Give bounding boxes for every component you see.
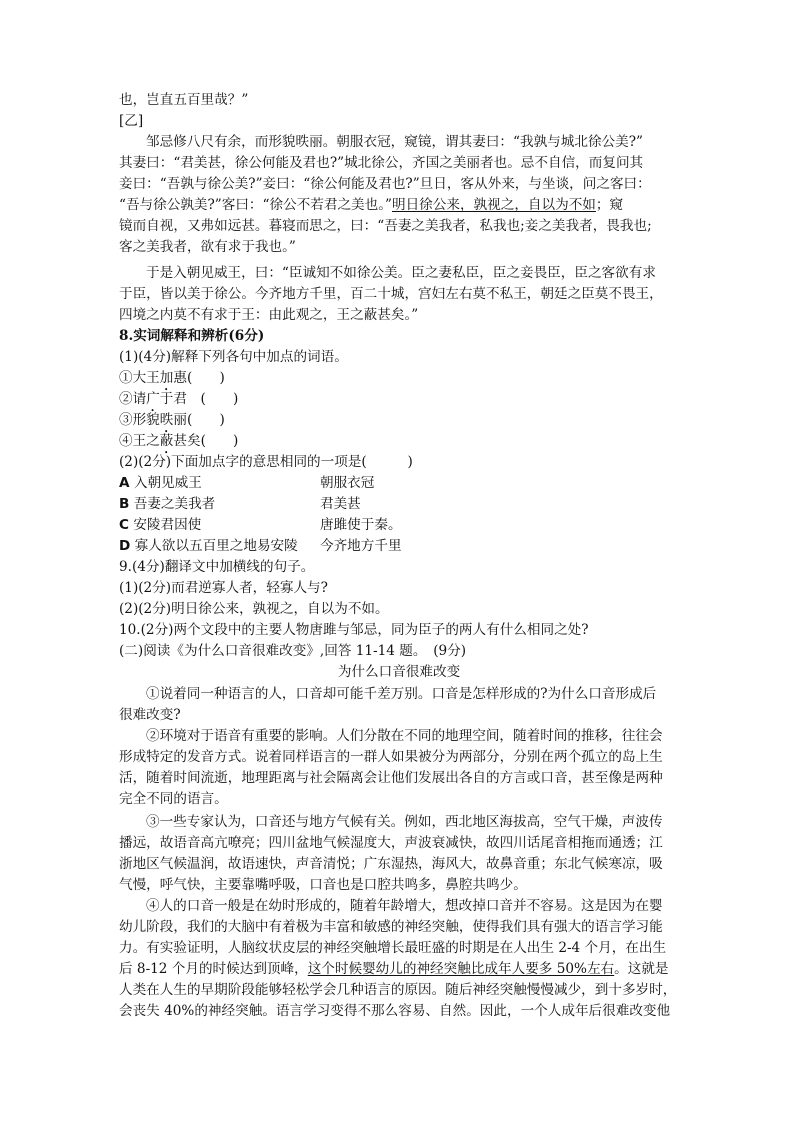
question-8-part-1: (1)(4分)解释下列各句中加点的词语。 xyxy=(119,349,348,365)
article-line: ①说着同一种语言的人，口音却可能千差万别。口音是怎样形成的?为什么口音形成后 xyxy=(146,686,657,702)
article-line: ②环境对于语音有重要的影响。人们分散在不同的地理空间，随着时间的推移，往往会 xyxy=(146,728,663,744)
passage-b-line: 客之美我者，欲有求于我也。” xyxy=(119,239,296,255)
question-9-sentence-2: (2)(2分)明日徐公来，孰视之，自以为不如。 xyxy=(119,601,389,617)
option-b[interactable]: B 吾妻之美我者 xyxy=(119,496,216,512)
passage-a-ending: 也，岂直五百里哉？” xyxy=(119,92,249,108)
article-line: 力。有实验证明，人脑纹状皮层的神经突触增长最旺盛的时期是在人出生 2-4 个月，在出生 xyxy=(119,940,667,956)
article-line: 活，随着时间流逝，地理距离与社会隔离会让他们发展出各自的方言或口音，甚至像是两种 xyxy=(119,770,663,786)
article-line: ③一些专家认为，口音还与地方气候有关。例如，西北地区海拔高，空气干燥，声波传 xyxy=(146,814,663,830)
question-8-part-2: (2)(2分)下面加点字的意思相同的一项是( ) xyxy=(119,454,413,470)
passage-b-text: ；窥 xyxy=(595,197,624,213)
option-d-compare: 今齐地方千里 xyxy=(320,538,402,554)
q8-item: ②请广于君 ( ) xyxy=(119,391,239,407)
question-8-title: 8.实词解释和辨析(6分) xyxy=(119,328,265,344)
section-b-label: [乙] xyxy=(119,113,144,129)
passage-b-text: “吾与徐公孰美?”客曰：“徐公不若君之美也。” xyxy=(119,197,392,213)
passage-b-line: 于是入朝见威王，曰：“臣诚知不如徐公美。臣之妻私臣，臣之妾畏臣，臣之客欲有求 xyxy=(146,265,656,281)
passage-b-line: 邹忌修八尺有余，而形貌昳丽。朝服衣冠，窥镜，谓其妻曰：“我孰与城北徐公美?” xyxy=(146,134,643,150)
option-b-compare: 君美甚 xyxy=(320,496,361,512)
section-2-intro: (二)阅读《为什么口音很难改变》,回答 11-14 题。 (9分) xyxy=(119,643,467,659)
article-line: 后 8-12 个月的时候达到顶峰，这个时候婴幼儿的神经突触比成年人要多 50%左右。这就是 xyxy=(119,961,669,977)
option-d[interactable]: D 寡人欲以五百里之地易安陵 xyxy=(119,538,298,554)
q8-item: ④王之蔽甚矣( ) xyxy=(119,433,239,449)
question-9-sentence-1: (1)(2分)而君逆寡人者，轻寡人与? xyxy=(119,580,328,596)
underlined-sentence: 明日徐公来，孰视之，自以为不如 xyxy=(391,197,596,213)
article-line: 完全不同的语言。 xyxy=(119,791,228,807)
q8-item: ③形貌昳丽( ) xyxy=(119,412,225,428)
answer-blank[interactable]: ( ) xyxy=(200,433,239,449)
article-line: 形成特定的发音方式。说着同样语言的一群人如果被分为两部分，分别在两个孤立的岛上生 xyxy=(119,749,663,765)
passage-b-line: 其妻曰：“君美甚，徐公何能及君也?”城北徐公，齐国之美丽者也。忌不自信，而复问其 xyxy=(119,155,644,171)
passage-b-line xyxy=(119,195,679,216)
article-line: 浙地区气候温润，故语速快，声音清悦；广东湿热，海风大，故鼻音重；东北气候寒凉，吸 xyxy=(119,856,663,872)
underlined-sentence: 这个时候婴幼儿的神经突触比成年人要多 50%左右 xyxy=(307,961,615,977)
article-line: 幼儿阶段，我们的大脑中有着极为丰富和敏感的神经突触，使得我们具有强大的语言学习能 xyxy=(119,919,663,935)
option-c-compare: 唐雎使于秦。 xyxy=(320,517,402,533)
article-line: ④人的口音一般是在幼时形成的，随着年龄增大，想改掉口音并不容易。这是因为在婴 xyxy=(146,898,663,914)
answer-blank[interactable]: ( ) xyxy=(186,391,239,407)
question-10-title: 10.(2分)两个文段中的主要人物唐雎与邹忌，同为臣子的两人有什么相同之处? xyxy=(119,622,589,638)
article-line: 会丧失 40%的神经突触。语言学习变得不那么容易、自然。因此，一个人成年后很难改变他 xyxy=(119,1003,671,1019)
article-title: 为什么口音很难改变 xyxy=(337,664,461,680)
q8-item: ①大王加惠( ) xyxy=(119,370,225,386)
passage-b-line: 镜而自视，又弗如远甚。暮寝而思之，曰：“吾妻之美我者，私我也;妾之美我者，畏我也; xyxy=(119,218,652,234)
option-a[interactable]: A 入朝见威王 xyxy=(119,475,202,491)
article-line: 很难改变? xyxy=(119,707,181,723)
option-c[interactable]: C 安陵君因使 xyxy=(119,517,202,533)
answer-blank[interactable]: ( ) xyxy=(186,412,225,428)
article-line: 播远，故语音高亢嘹亮；四川盆地气候湿度大，声波衰减快，故四川话尾音相拖而通透；江 xyxy=(119,835,663,851)
article-line: 气慢，呼气快，主要靠嘴呼吸，口音也是口腔共鸣多，鼻腔共鸣少。 xyxy=(119,877,527,893)
passage-b-line: 于臣，皆以美于徐公。今齐地方千里，百二十城，宫妇左右莫不私王，朝廷之臣莫不畏王， xyxy=(119,286,663,302)
article-line: 人类在人生的早期阶段能够轻松学会几种语言的原因。随后神经突触慢慢减少，到十多岁时， xyxy=(119,982,677,998)
passage-b-line: 四境之内莫不有求于王：由此观之，王之蔽甚矣。” xyxy=(119,307,419,323)
answer-blank[interactable]: ( ) xyxy=(186,370,225,386)
question-9-title: 9.(4分)翻译文中加横线的句子。 xyxy=(119,559,315,575)
option-a-compare: 朝服衣冠 xyxy=(320,475,375,491)
passage-b-line: 妾曰：“吾孰与徐公美?”妾曰：“徐公何能及君也?”旦日，客从外来，与坐谈，问之客曰： xyxy=(119,176,651,192)
